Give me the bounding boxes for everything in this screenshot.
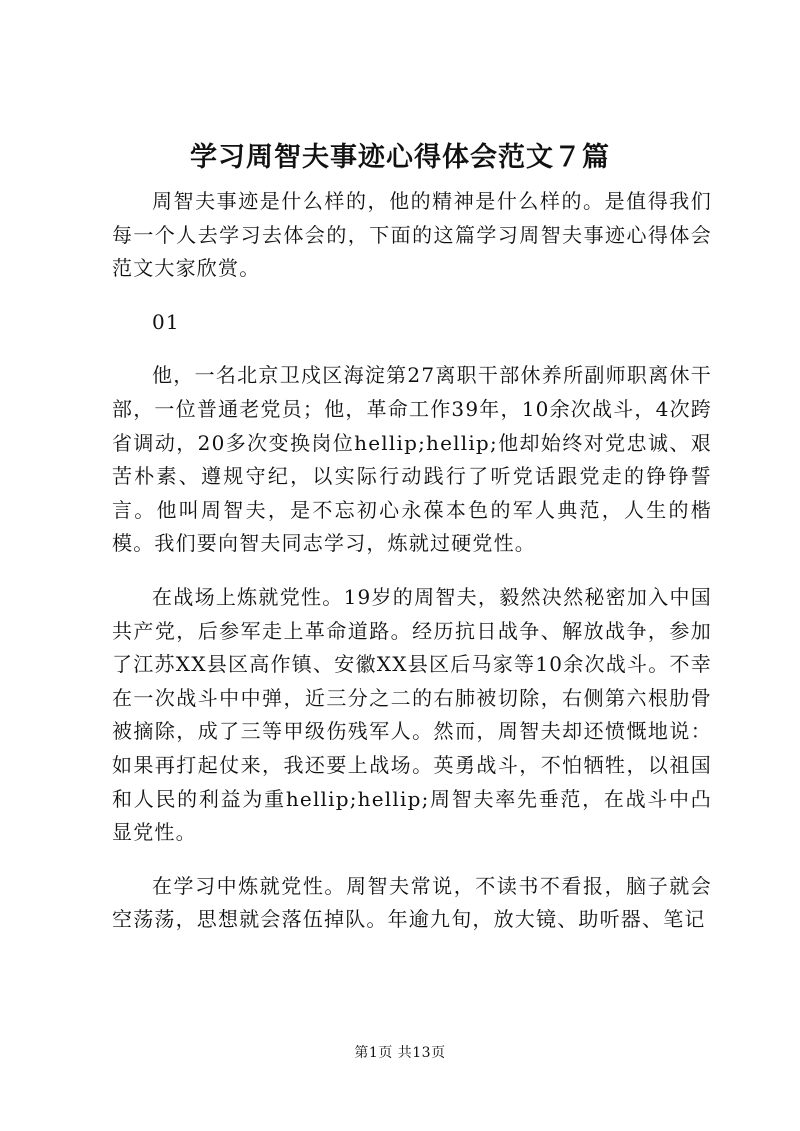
paragraph-biography: 他，一名北京卫戍区海淀第27离职干部休养所副师职离休干部，一位普通老党员；他，革命工作39年，10余次战斗，4次跨省调动，20多次变换岗位hellip;hellip;他却始终对党忠诚、艰苦朴素、遵规守纪，以实际行动践行了听党话跟党走的铮铮誓言。他叫周智夫，是不忘初心永葆本色的军人典范，人生的楷模。我们要向智夫同志学习，炼就过硬党性。	[112, 363, 712, 556]
paragraph-study: 在学习中炼就党性。周智夫常说，不读书不看报，脑子就会空荡荡，思想就会落伍掉队。年逾九旬，放大镜、助听器、笔记	[112, 873, 712, 932]
section-number: 01	[152, 309, 180, 334]
paragraph-battlefield: 在战场上炼就党性。19岁的周智夫，毅然决然秘密加入中国共产党，后参军走上革命道路。经历抗日战争、解放战争，参加了江苏XX县区高作镇、安徽XX县区后马家等10余次战斗。不幸在一次战斗中中弹，近三分之二的右肺被切除，右侧第六根肋骨被摘除，成了三等甲级伤残军人。然而，周智夫却还愤慨地说：如果再打起仗来，我还要上战场。英勇战斗，不怕牺牲，以祖国和人民的利益为重hellip;hellip;周智夫率先垂范，在战斗中凸显党性。	[112, 584, 712, 845]
document-body	[112, 185, 712, 957]
paragraph-intro: 周智夫事迹是什么样的，他的精神是什么样的。是值得我们每一个人去学习去体会的，下面的这篇学习周智夫事迹心得体会范文大家欣赏。	[112, 189, 712, 281]
page-footer: 第1页 共13页	[354, 1045, 446, 1061]
document-title: 学习周智夫事迹心得体会范文７篇	[190, 142, 610, 173]
